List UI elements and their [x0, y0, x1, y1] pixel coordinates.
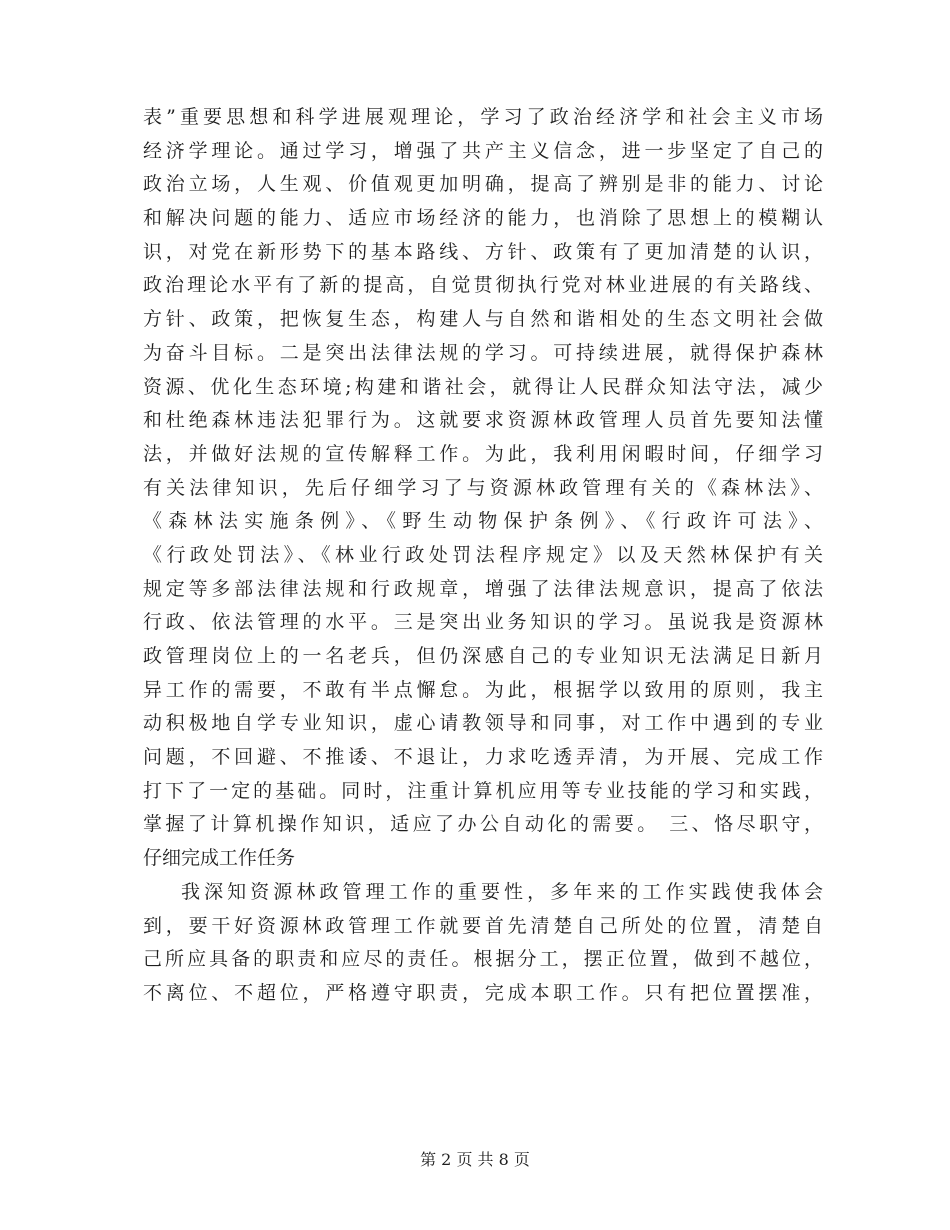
- text-line: 为奋斗目标。二是突出法律法规的学习。可持续进展，就得保护森林: [143, 341, 823, 364]
- text-line: 行政、依法管理的水平。三是突出业务知识的学习。虽说我是资源林: [143, 611, 823, 634]
- text-line: 《行政处罚法》、《林业行政处罚法程序规定》以及天然林保护有关: [143, 543, 823, 566]
- text-line: 和解决问题的能力、适应市场经济的能力，也消除了思想上的模糊认: [143, 207, 823, 230]
- text-line: 政管理岗位上的一名老兵，但仍深感自己的专业知识无法满足日新月: [143, 645, 823, 667]
- text-line: 政治立场，人生观、价值观更加明确，提高了辨别是非的能力、讨论: [143, 173, 823, 196]
- text-line: 异工作的需要，不敢有半点懈怠。为此，根据学以致用的原则，我主: [143, 678, 823, 701]
- body-text: [143, 101, 823, 1011]
- text-line: 到，要干好资源林政管理工作就要首先清楚自己所处的位置，清楚自: [143, 914, 823, 937]
- text-line: 《森林法实施条例》、《野生动物保护条例》、《行政许可法》、: [143, 510, 823, 533]
- text-line: 动积极地自学专业知识，虚心请教领导和同事，对工作中遇到的专业: [143, 712, 823, 735]
- text-line: 识，对党在新形势下的基本路线、方针、政策有了更加清楚的认识，: [143, 240, 823, 263]
- text-line: 法，并做好法规的宣传解释工作。为此，我利用闲暇时间，仔细学习: [143, 442, 823, 465]
- text-line: 表”重要思想和科学进展观理论，学习了政治经济学和社会主义市场: [143, 106, 823, 128]
- text-line: 问题，不回避、不推诿、不退让，力求吃透弄清，为开展、完成工作: [143, 746, 823, 769]
- text-line: 和杜绝森林违法犯罪行为。这就要求资源林政管理人员首先要知法懂: [143, 409, 823, 432]
- page-number-footer: 第 2 页 共 8 页: [420, 1150, 530, 1169]
- text-line: 己所应具备的职责和应尽的责任。根据分工，摆正位置，做到不越位，: [143, 948, 823, 971]
- text-line: 有关法律知识，先后仔细学习了与资源林政管理有关的《森林法》、: [143, 476, 823, 499]
- text-line: 掌握了计算机操作知识，适应了办公自动化的需要。 三、恪尽职守，: [143, 813, 823, 836]
- text-line: 打下了一定的基础。同时，注重计算机应用等专业技能的学习和实践，: [143, 779, 823, 802]
- text-line: 规定等多部法律法规和行政规章，增强了法律法规意识，提高了依法: [143, 577, 823, 600]
- text-line: 我深知资源林政管理工作的重要性，多年来的工作实践使我体会: [181, 880, 823, 903]
- text-line: 经济学理论。通过学习，增强了共产主义信念，进一步坚定了自己的: [143, 139, 823, 162]
- text-line: 不离位、不超位，严格遵守职责，完成本职工作。只有把位置摆准，: [143, 981, 823, 1004]
- text-line: 资源、优化生态环境;构建和谐社会，就得让人民群众知法守法，减少: [143, 375, 823, 398]
- text-line: 政治理论水平有了新的提高，自觉贯彻执行党对林业进展的有关路线、: [143, 274, 823, 297]
- text-line: 仔细完成工作任务: [143, 847, 296, 870]
- text-line: 方针、政策，把恢复生态，构建人与自然和谐相处的生态文明社会做: [143, 308, 823, 331]
